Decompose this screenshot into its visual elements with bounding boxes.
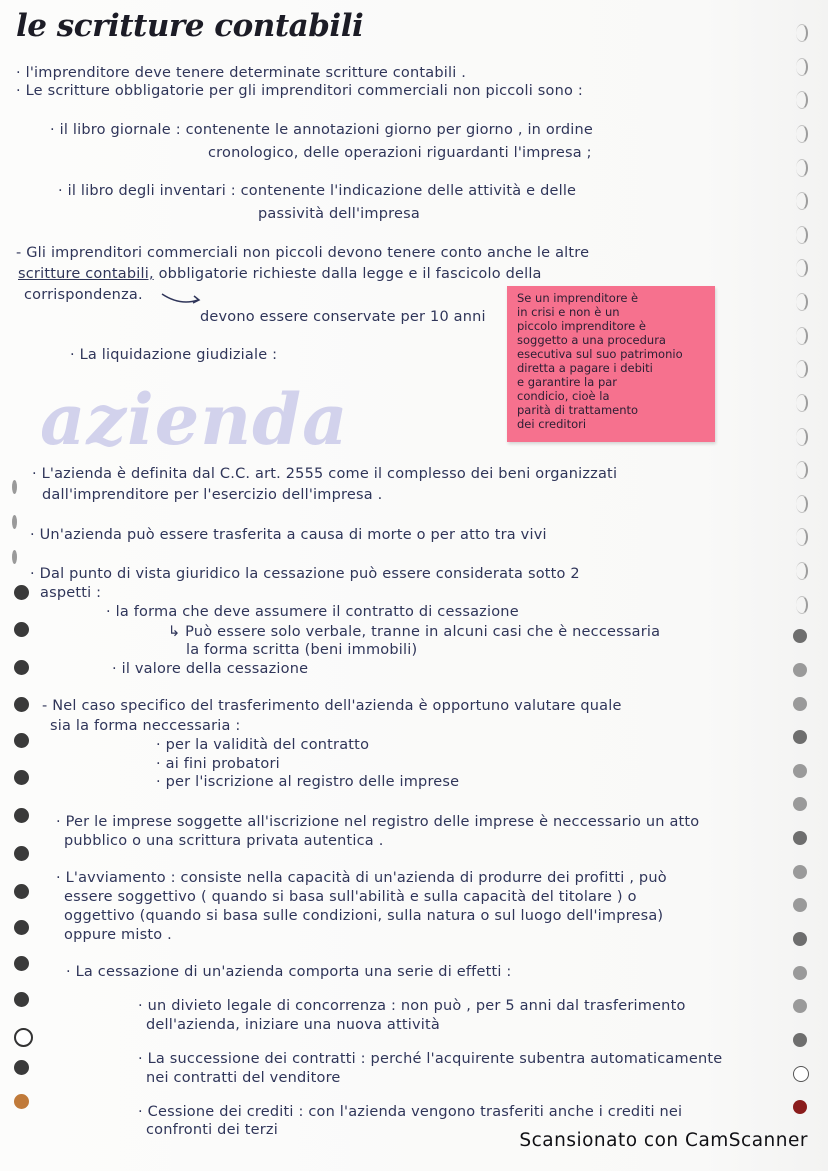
page-title: le scritture contabili xyxy=(16,8,364,44)
binder-hole xyxy=(14,956,29,971)
ring-hole xyxy=(793,865,807,879)
ring-hole xyxy=(796,259,808,277)
ring-hole xyxy=(793,697,807,711)
altre-scritture-line-1: - Gli imprenditori commerciali non piccoli devono tenere conto anche le altre xyxy=(16,245,590,261)
ring-hole xyxy=(793,999,807,1013)
binder-hole xyxy=(14,884,29,899)
section-heading-azienda: azienda xyxy=(40,378,349,461)
effetti-line-5: · Cessione dei crediti : con l'azienda vengono trasferiti anche i crediti nei xyxy=(138,1104,683,1120)
ring-hole xyxy=(793,1066,809,1082)
ring-hole xyxy=(796,91,808,109)
effetti-intro: · La cessazione di un'azienda comporta una serie di effetti : xyxy=(66,964,512,980)
sticky-line: dei creditori xyxy=(517,417,587,431)
ring-hole xyxy=(793,898,807,912)
ring-hole xyxy=(793,932,807,946)
sticky-line: piccolo imprenditore è xyxy=(517,319,646,333)
ring-hole xyxy=(796,159,808,177)
libro-giornale-line-1: · il libro giornale : contenente le annotazioni giorno per giorno , in ordine xyxy=(50,122,593,138)
ring-hole xyxy=(796,293,808,311)
intro-line-1: · l'imprenditore deve tenere determinate scritture contabili . xyxy=(16,65,467,81)
binder-hole xyxy=(14,733,29,748)
registro-line-2: pubblico o una scrittura privata autentica . xyxy=(64,833,384,849)
forma-line-2: sia la forma neccessaria : xyxy=(50,718,241,734)
intro-line-2: · Le scritture obbligatorie per gli imprenditori commerciali non piccoli sono : xyxy=(16,83,583,99)
altre-scritture-line-3: corrispondenza. xyxy=(24,287,143,303)
binder-hole xyxy=(14,585,29,600)
effetti-line-1: · un divieto legale di concorrenza : non può , per 5 anni dal trasferimento xyxy=(138,998,686,1014)
ring-hole xyxy=(796,562,808,580)
ring-hole xyxy=(796,596,808,614)
ring-hole xyxy=(793,1100,807,1114)
cessazione-line-5: la forma scritta (beni immobili) xyxy=(186,642,418,658)
forma-line-3: · per la validità del contratto xyxy=(156,737,370,753)
cessazione-line-2: aspetti : xyxy=(40,585,102,601)
ring-hole xyxy=(796,461,808,479)
binder-hole xyxy=(14,622,29,637)
binder-hole xyxy=(14,846,29,861)
altre-scritture-line-2-rest: obbligatorie richieste dalla legge e il fascicolo della xyxy=(153,266,542,282)
ring-hole xyxy=(796,495,808,513)
ring-hole xyxy=(796,226,808,244)
avviamento-line-3: oggettivo (quando si basa sulle condizioni, sulla natura o sul luogo dell'impresa) xyxy=(64,908,664,924)
definizione-line-2: dall'imprenditore per l'esercizio dell'impresa . xyxy=(42,487,383,503)
ring-hole xyxy=(793,966,807,980)
ring-hole xyxy=(796,58,808,76)
sticky-line: diretta a pagare i debiti xyxy=(517,361,653,375)
cessazione-line-4: ↳ Può essere solo verbale, tranne in alcuni casi che è neccessaria xyxy=(168,624,661,640)
forma-line-5: · per l'iscrizione al registro delle imprese xyxy=(156,774,460,790)
scritture-contabili-underlined: scritture contabili, xyxy=(18,266,154,282)
altre-scritture-line-2 xyxy=(18,265,542,284)
forma-line-4: · ai fini probatori xyxy=(156,756,280,772)
definizione-line-1: · L'azienda è definita dal C.C. art. 2555 come il complesso dei beni organizzati xyxy=(32,466,618,482)
binder-hole xyxy=(14,697,29,712)
ring-hole xyxy=(796,327,808,345)
binder-hole xyxy=(12,550,17,564)
arrow-icon xyxy=(160,290,204,308)
binder-hole xyxy=(14,660,29,675)
binder-hole xyxy=(14,992,29,1007)
effetti-line-4: nei contratti del venditore xyxy=(146,1070,341,1086)
effetti-line-3: · La successione dei contratti : perché l'acquirente subentra automaticamente xyxy=(138,1051,723,1067)
ring-hole xyxy=(793,764,807,778)
sticky-line: soggetto a una procedura xyxy=(517,333,666,347)
binder-hole xyxy=(14,1028,33,1047)
binder-hole xyxy=(14,920,29,935)
binder-hole xyxy=(12,480,17,494)
ring-hole xyxy=(793,730,807,744)
sticky-line: Se un imprenditore è xyxy=(517,291,639,305)
ring-hole xyxy=(793,831,807,845)
sticky-line: in crisi e non è un xyxy=(517,305,620,319)
registro-line-1: · Per le imprese soggette all'iscrizione nel registro delle imprese è neccessario un atto xyxy=(56,814,700,830)
forma-line-1: - Nel caso specifico del trasferimento dell'azienda è opportuno valutare quale xyxy=(42,698,622,714)
ring-hole xyxy=(793,663,807,677)
cessazione-line-3: · la forma che deve assumere il contratto di cessazione xyxy=(106,604,519,620)
sticky-line: condicio, cioè la xyxy=(517,389,610,403)
ring-hole xyxy=(796,428,808,446)
scanner-watermark: Scansionato con CamScanner xyxy=(519,1130,808,1151)
libro-giornale-line-2: cronologico, delle operazioni riguardanti l'impresa ; xyxy=(208,145,592,161)
binder-hole xyxy=(14,1094,29,1109)
sticky-line: e garantire la par xyxy=(517,375,618,389)
libro-inventari-line-2: passività dell'impresa xyxy=(258,206,420,222)
ring-hole xyxy=(796,360,808,378)
avviamento-line-2: essere soggettivo ( quando si basa sull'abilità e sulla capacità del titolare ) o xyxy=(64,889,637,905)
avviamento-line-4: oppure misto . xyxy=(64,927,172,943)
ring-hole xyxy=(796,24,808,42)
ring-hole xyxy=(793,797,807,811)
libro-inventari-line-1: · il libro degli inventari : contenente l'indicazione delle attività e delle xyxy=(58,183,577,199)
cessazione-line-6: · il valore della cessazione xyxy=(112,661,309,677)
ring-hole xyxy=(796,394,808,412)
ring-hole xyxy=(793,1033,807,1047)
binder-hole xyxy=(14,770,29,785)
effetti-line-2: dell'azienda, iniziare una nuova attività xyxy=(146,1017,440,1033)
binder-hole xyxy=(14,1060,29,1075)
binder-hole xyxy=(12,515,17,529)
sticky-note xyxy=(507,286,715,442)
effetti-line-6: confronti dei terzi xyxy=(146,1122,278,1138)
conservazione-note: devono essere conservate per 10 anni xyxy=(200,309,486,325)
cessazione-line-1: · Dal punto di vista giuridico la cessazione può essere considerata sotto 2 xyxy=(30,566,580,582)
ring-hole xyxy=(796,125,808,143)
sticky-line: esecutiva sul suo patrimonio xyxy=(517,347,683,361)
ring-hole xyxy=(796,528,808,546)
ring-hole xyxy=(796,192,808,210)
liquidazione-label: · La liquidazione giudiziale : xyxy=(70,347,278,363)
sticky-line: parità di trattamento xyxy=(517,403,639,417)
ring-hole xyxy=(793,629,807,643)
trasferimento-line: · Un'azienda può essere trasferita a causa di morte o per atto tra vivi xyxy=(30,527,547,543)
avviamento-line-1: · L'avviamento : consiste nella capacità di un'azienda di produrre dei profitti , può xyxy=(56,870,667,886)
binder-hole xyxy=(14,808,29,823)
